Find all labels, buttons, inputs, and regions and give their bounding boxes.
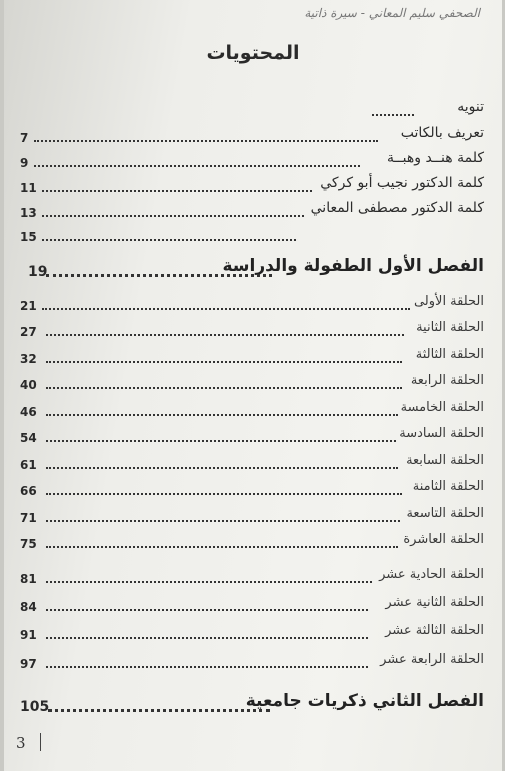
dot-leader	[42, 215, 304, 217]
toc-page-number: 40	[20, 378, 37, 392]
toc-page-number: 27	[20, 325, 37, 339]
dot-leader	[46, 666, 368, 668]
toc-page-number: 91	[20, 628, 37, 642]
toc-entry-label: الحلقة الرابعة عشر	[380, 652, 484, 667]
dot-leader	[46, 637, 368, 639]
toc-section-9[interactable]	[20, 503, 484, 525]
dot-leader	[42, 190, 312, 192]
toc-entry-label: كلمة الدكتور نجيب أبو كركي	[320, 175, 484, 191]
toc-chapter-label: الفصل الأول الطفولة والدراسة	[222, 256, 484, 276]
toc-page-number: 97	[20, 657, 37, 671]
book-page	[4, 0, 502, 771]
toc-entry-label: كلمة الدكتور مصطفى المعاني	[310, 200, 484, 216]
page-number: 3	[16, 734, 26, 752]
toc-entry-notice[interactable]	[20, 97, 484, 119]
toc-entry-mustafa-maani[interactable]	[20, 198, 484, 220]
dot-leader	[46, 493, 402, 495]
dot-leader	[46, 414, 398, 416]
toc-section-3[interactable]	[20, 344, 484, 366]
toc-page-number: 75	[20, 537, 37, 551]
toc-chapter-one[interactable]	[20, 254, 484, 280]
toc-page-number: 21	[20, 299, 37, 313]
toc-entry-label: الحلقة الأولى	[413, 294, 484, 309]
dot-leader	[46, 546, 398, 548]
dot-leader	[372, 114, 414, 116]
toc-entry-label: الحلقة السابعة	[406, 453, 484, 468]
toc-entry-label: الحلقة العاشرة	[403, 532, 484, 547]
dot-leader	[42, 239, 296, 241]
toc-entry-label: الحلقة الرابعة	[410, 373, 484, 388]
toc-entry-label: الحلقة الثانية	[416, 320, 484, 335]
toc-page-number: 46	[20, 405, 37, 419]
toc-entry-label: الحلقة الثامنة	[412, 479, 484, 494]
toc-page-number: 66	[20, 484, 37, 498]
toc-page-number: 19	[28, 264, 48, 280]
toc-entry-hind-wahba[interactable]	[20, 148, 484, 170]
table-of-contents	[4, 0, 502, 771]
toc-section-7[interactable]	[20, 450, 484, 472]
toc-entry-label: كلمة هنــد وهبــة	[386, 150, 484, 166]
toc-section-10[interactable]	[20, 529, 484, 551]
dot-leader	[34, 140, 378, 142]
toc-entry-label: تنويه	[457, 99, 484, 115]
toc-entry-page-15[interactable]	[20, 222, 484, 244]
toc-entry-label: الحلقة الحادية عشر	[379, 567, 484, 582]
toc-page-number: 105	[20, 699, 50, 715]
toc-section-2[interactable]	[20, 317, 484, 339]
toc-section-5[interactable]	[20, 397, 484, 419]
toc-page-number: 61	[20, 458, 37, 472]
dot-leader	[46, 334, 404, 336]
page-title: المحتويات	[206, 42, 300, 64]
toc-page-number: 7	[20, 131, 29, 145]
dot-leader	[46, 440, 396, 442]
toc-page-number: 71	[20, 511, 37, 525]
toc-entry-label: تعريف بالكاتب	[400, 125, 484, 141]
toc-section-12[interactable]	[20, 592, 484, 614]
toc-chapter-two[interactable]	[20, 689, 484, 715]
toc-entry-label: الحلقة الثانية عشر	[385, 595, 484, 610]
toc-section-6[interactable]	[20, 423, 484, 445]
toc-entry-label: الحلقة التاسعة	[406, 506, 484, 521]
dot-leader	[46, 581, 372, 583]
toc-entry-label: الحلقة الثالثة	[415, 347, 484, 362]
toc-page-number: 13	[20, 206, 37, 220]
toc-page-number: 11	[20, 181, 37, 195]
toc-section-11[interactable]	[20, 564, 484, 586]
dot-leader	[34, 165, 360, 167]
toc-entry-label: الحلقة الثالثة عشر	[385, 623, 484, 638]
toc-section-13[interactable]	[20, 620, 484, 642]
toc-page-number: 54	[20, 431, 37, 445]
toc-page-number: 32	[20, 352, 37, 366]
toc-entry-label: الحلقة الخامسة	[400, 400, 484, 415]
toc-section-1[interactable]	[20, 291, 484, 313]
dot-leader	[46, 520, 400, 522]
toc-page-number: 15	[20, 230, 37, 244]
toc-section-8[interactable]	[20, 476, 484, 498]
folio-divider	[40, 733, 41, 751]
toc-page-number: 9	[20, 156, 29, 170]
dot-leader	[46, 361, 402, 363]
dot-leader	[48, 709, 270, 712]
toc-section-14[interactable]	[20, 649, 484, 671]
dot-leader	[46, 387, 402, 389]
toc-entry-label: الحلقة السادسة	[399, 426, 484, 441]
running-head: الصحفي سليم المعاني - سيرة ذاتية	[304, 6, 480, 20]
dot-leader	[46, 274, 272, 277]
toc-entry-about-author[interactable]	[20, 123, 484, 145]
toc-entry-najib-abu-karaki[interactable]	[20, 173, 484, 195]
toc-section-4[interactable]	[20, 370, 484, 392]
toc-page-number: 81	[20, 572, 37, 586]
toc-chapter-label: الفصل الثاني ذكريات جامعية	[245, 691, 484, 711]
dot-leader	[46, 609, 368, 611]
dot-leader	[42, 308, 410, 310]
toc-page-number: 84	[20, 600, 37, 614]
dot-leader	[46, 467, 398, 469]
